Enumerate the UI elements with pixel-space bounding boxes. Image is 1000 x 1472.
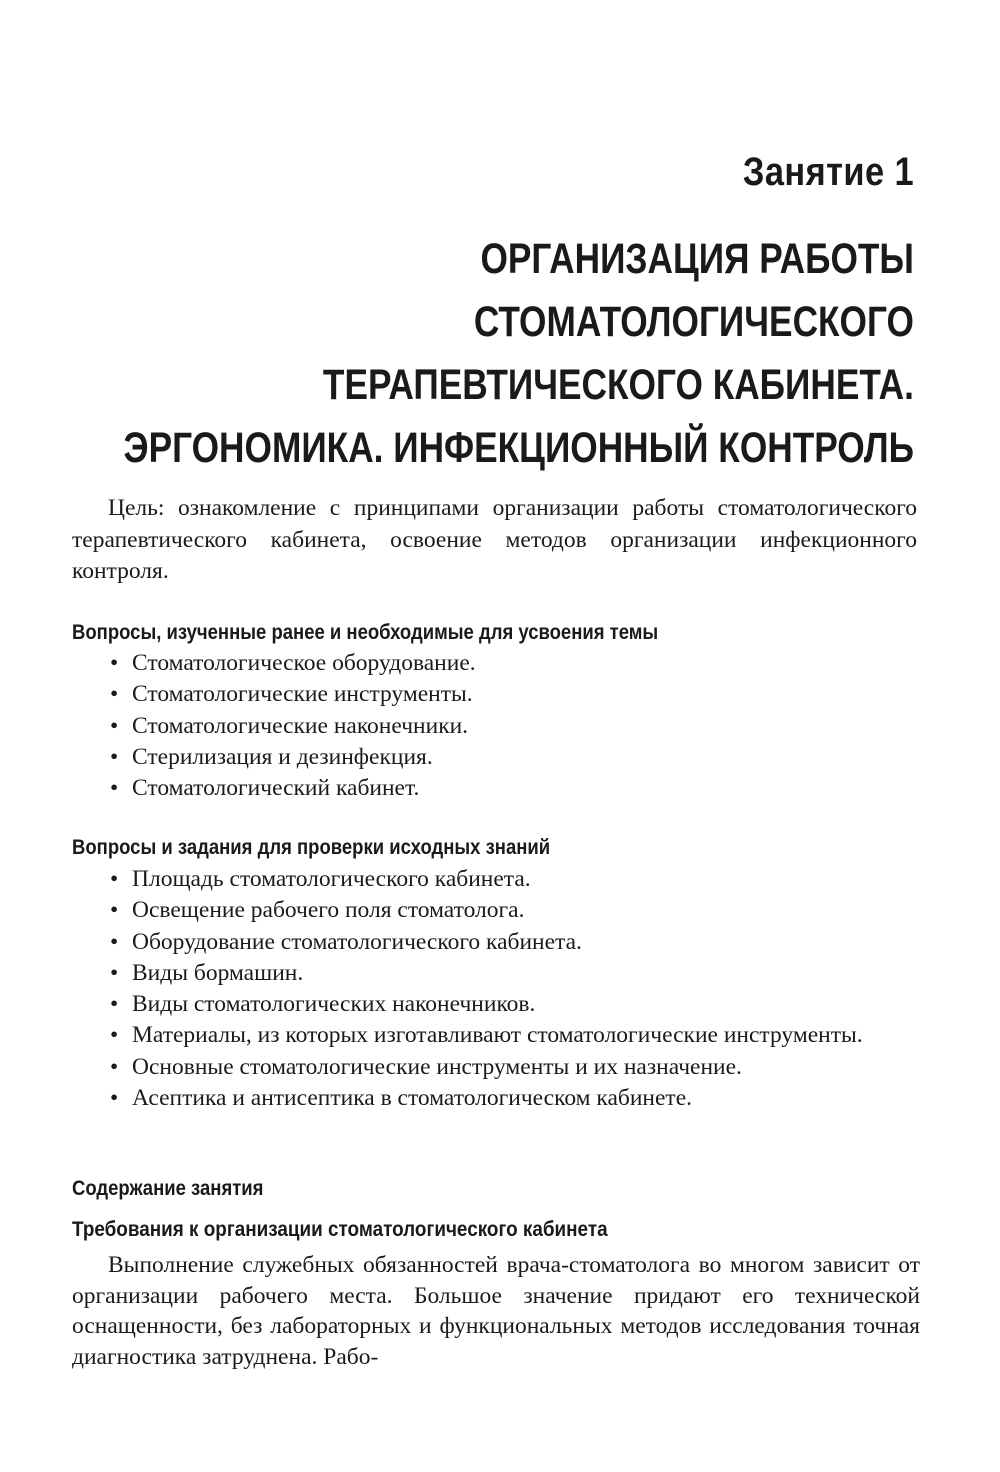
list-item: • Основные стоматологические инструменты и их назначение. xyxy=(108,1052,918,1083)
goal-paragraph: Цель: ознакомление с принципами организации работы стоматологического терапевтического кабинета, освоение методов организации инфекционного контроля. xyxy=(72,495,917,584)
check-questions-list xyxy=(108,864,918,1114)
prior-topics-heading: Вопросы, изученные ранее и необходимые для усвоения темы xyxy=(72,620,659,644)
list-item: • Оборудование стоматологического кабинета. xyxy=(108,927,918,958)
document-page xyxy=(72,0,922,1472)
chapter-title xyxy=(124,228,914,480)
chapter-title-line: ЭРГОНОМИКА. ИНФЕКЦИОННЫЙ КОНТРОЛЬ xyxy=(123,424,914,472)
list-item: • Асептика и антисептика в стоматологическом кабинете. xyxy=(108,1083,918,1114)
list-item: • Стоматологические наконечники. xyxy=(108,711,918,742)
content-subheading: Требования к организации стоматологического кабинета xyxy=(72,1218,608,1241)
lesson-label: Занятие 1 xyxy=(742,150,914,194)
content-heading: Содержание занятия xyxy=(72,1176,264,1200)
list-item: • Стоматологические инструменты. xyxy=(108,679,918,710)
check-questions-heading: Вопросы и задания для проверки исходных знаний xyxy=(72,835,551,859)
prior-topics-list xyxy=(108,648,918,804)
list-item: • Площадь стоматологического кабинета. xyxy=(108,864,918,895)
list-item: • Виды стоматологических наконечников. xyxy=(108,989,918,1020)
list-item: • Стоматологическое оборудование. xyxy=(108,648,918,679)
list-item: • Стоматологический кабинет. xyxy=(108,773,918,804)
chapter-title-line: ОРГАНИЗАЦИЯ РАБОТЫ xyxy=(480,235,914,283)
body-paragraph: Выполнение служебных обязанностей врача-стоматолога во многом зависит от организации рабочего места. Большое значение придают его технической оснащенности, без лабораторных и функциональных методов исследования точная диагностика затруднена. Рабо- xyxy=(72,1252,920,1370)
list-item: • Материалы, из которых изготавливают стоматологические инструменты. xyxy=(108,1020,918,1051)
chapter-title-line: ТЕРАПЕВТИЧЕСКОГО КАБИНЕТА. xyxy=(322,361,914,409)
list-item: • Освещение рабочего поля стоматолога. xyxy=(108,895,918,926)
chapter-title-line: СТОМАТОЛОГИЧЕСКОГО xyxy=(473,298,914,346)
list-item: • Виды бормашин. xyxy=(108,958,918,989)
list-item: • Стерилизация и дезинфекция. xyxy=(108,742,918,773)
